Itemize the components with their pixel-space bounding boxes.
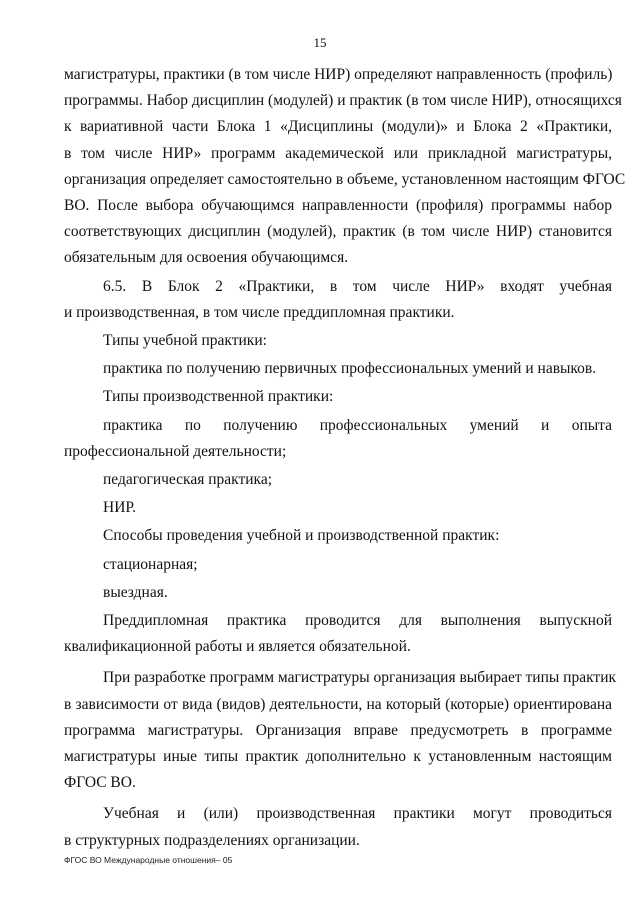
text-line: магистратуры, практики (в том числе НИР) определяют направленность (профиль) — [64, 66, 613, 83]
paragraph — [64, 801, 612, 853]
page-number: 15 — [313, 35, 327, 50]
paragraph — [64, 552, 612, 578]
document-footer: ФГОС ВО Международные отношения– 05 — [64, 855, 233, 865]
text-line: практика по получению профессиональных умений и опыта — [103, 416, 612, 434]
paragraph — [64, 356, 612, 382]
document-body — [64, 62, 626, 854]
paragraph — [64, 665, 617, 796]
text-line: в том числе НИР» программ академической или прикладной магистратуры, — [64, 144, 612, 162]
paragraph — [64, 580, 612, 606]
text-line: магистратуры иные типы практик дополнительно к установленным настоящим — [64, 748, 612, 766]
paragraph — [64, 328, 612, 354]
text-line: квалификационной работы и является обязательной. — [64, 638, 411, 656]
paragraph — [64, 523, 612, 549]
text-line: Преддипломная практика проводится для выполнения выпускной — [103, 612, 612, 630]
text-line: к вариативной части Блока 1 «Дисциплины (модули)» и Блока 2 «Практики, — [64, 118, 612, 136]
text-line: программа магистратуры. Организация вправе предусмотреть в программе — [64, 721, 612, 739]
paragraph — [64, 384, 612, 410]
text-line: практика по получению первичных профессиональных умений и навыков. — [103, 360, 597, 378]
paragraph — [64, 467, 612, 493]
paragraph — [64, 274, 612, 326]
text-line: 6.5. В Блок 2 «Практики, в том числе НИР» входят учебная — [103, 277, 612, 295]
paragraph — [64, 495, 612, 521]
paragraph — [64, 62, 626, 272]
text-line: в зависимости от вида (видов) деятельности, на который (которые) ориентирована — [64, 695, 612, 713]
paragraph — [64, 608, 612, 660]
text-line: соответствующих дисциплин (модулей), практик (в том числе НИР) становится — [64, 223, 612, 241]
text-line: Способы проведения учебной и производственной практик: — [103, 527, 500, 545]
text-line: При разработке программ магистратуры организация выбирает типы практик — [103, 669, 617, 687]
text-line: ФГОС ВО. — [64, 774, 136, 792]
text-line: выездная. — [103, 583, 168, 601]
text-line: Типы производственной практики: — [103, 388, 334, 406]
text-line: стационарная; — [103, 555, 198, 573]
text-line: в структурных подразделениях организации. — [64, 831, 360, 849]
text-line: организация определяет самостоятельно в объеме, установленном настоящим ФГОС — [64, 170, 626, 188]
text-line: и производственная, в том числе преддипломная практики. — [64, 303, 455, 321]
paragraph — [64, 413, 612, 465]
text-line: программы. Набор дисциплин (модулей) и практик (в том числе НИР), относящихся — [64, 92, 622, 110]
text-line: НИР. — [103, 499, 136, 517]
text-line: педагогическая практика; — [103, 471, 273, 489]
text-line: Учебная и (или) производственная практики могут проводиться — [103, 805, 612, 823]
text-line: профессиональной деятельности; — [64, 442, 287, 460]
text-line: ВО. После выбора обучающимся направленности (профиля) программы набор — [64, 197, 612, 215]
text-line: обязательным для освоения обучающимся. — [64, 249, 349, 267]
text-line: Типы учебной практики: — [103, 332, 267, 350]
